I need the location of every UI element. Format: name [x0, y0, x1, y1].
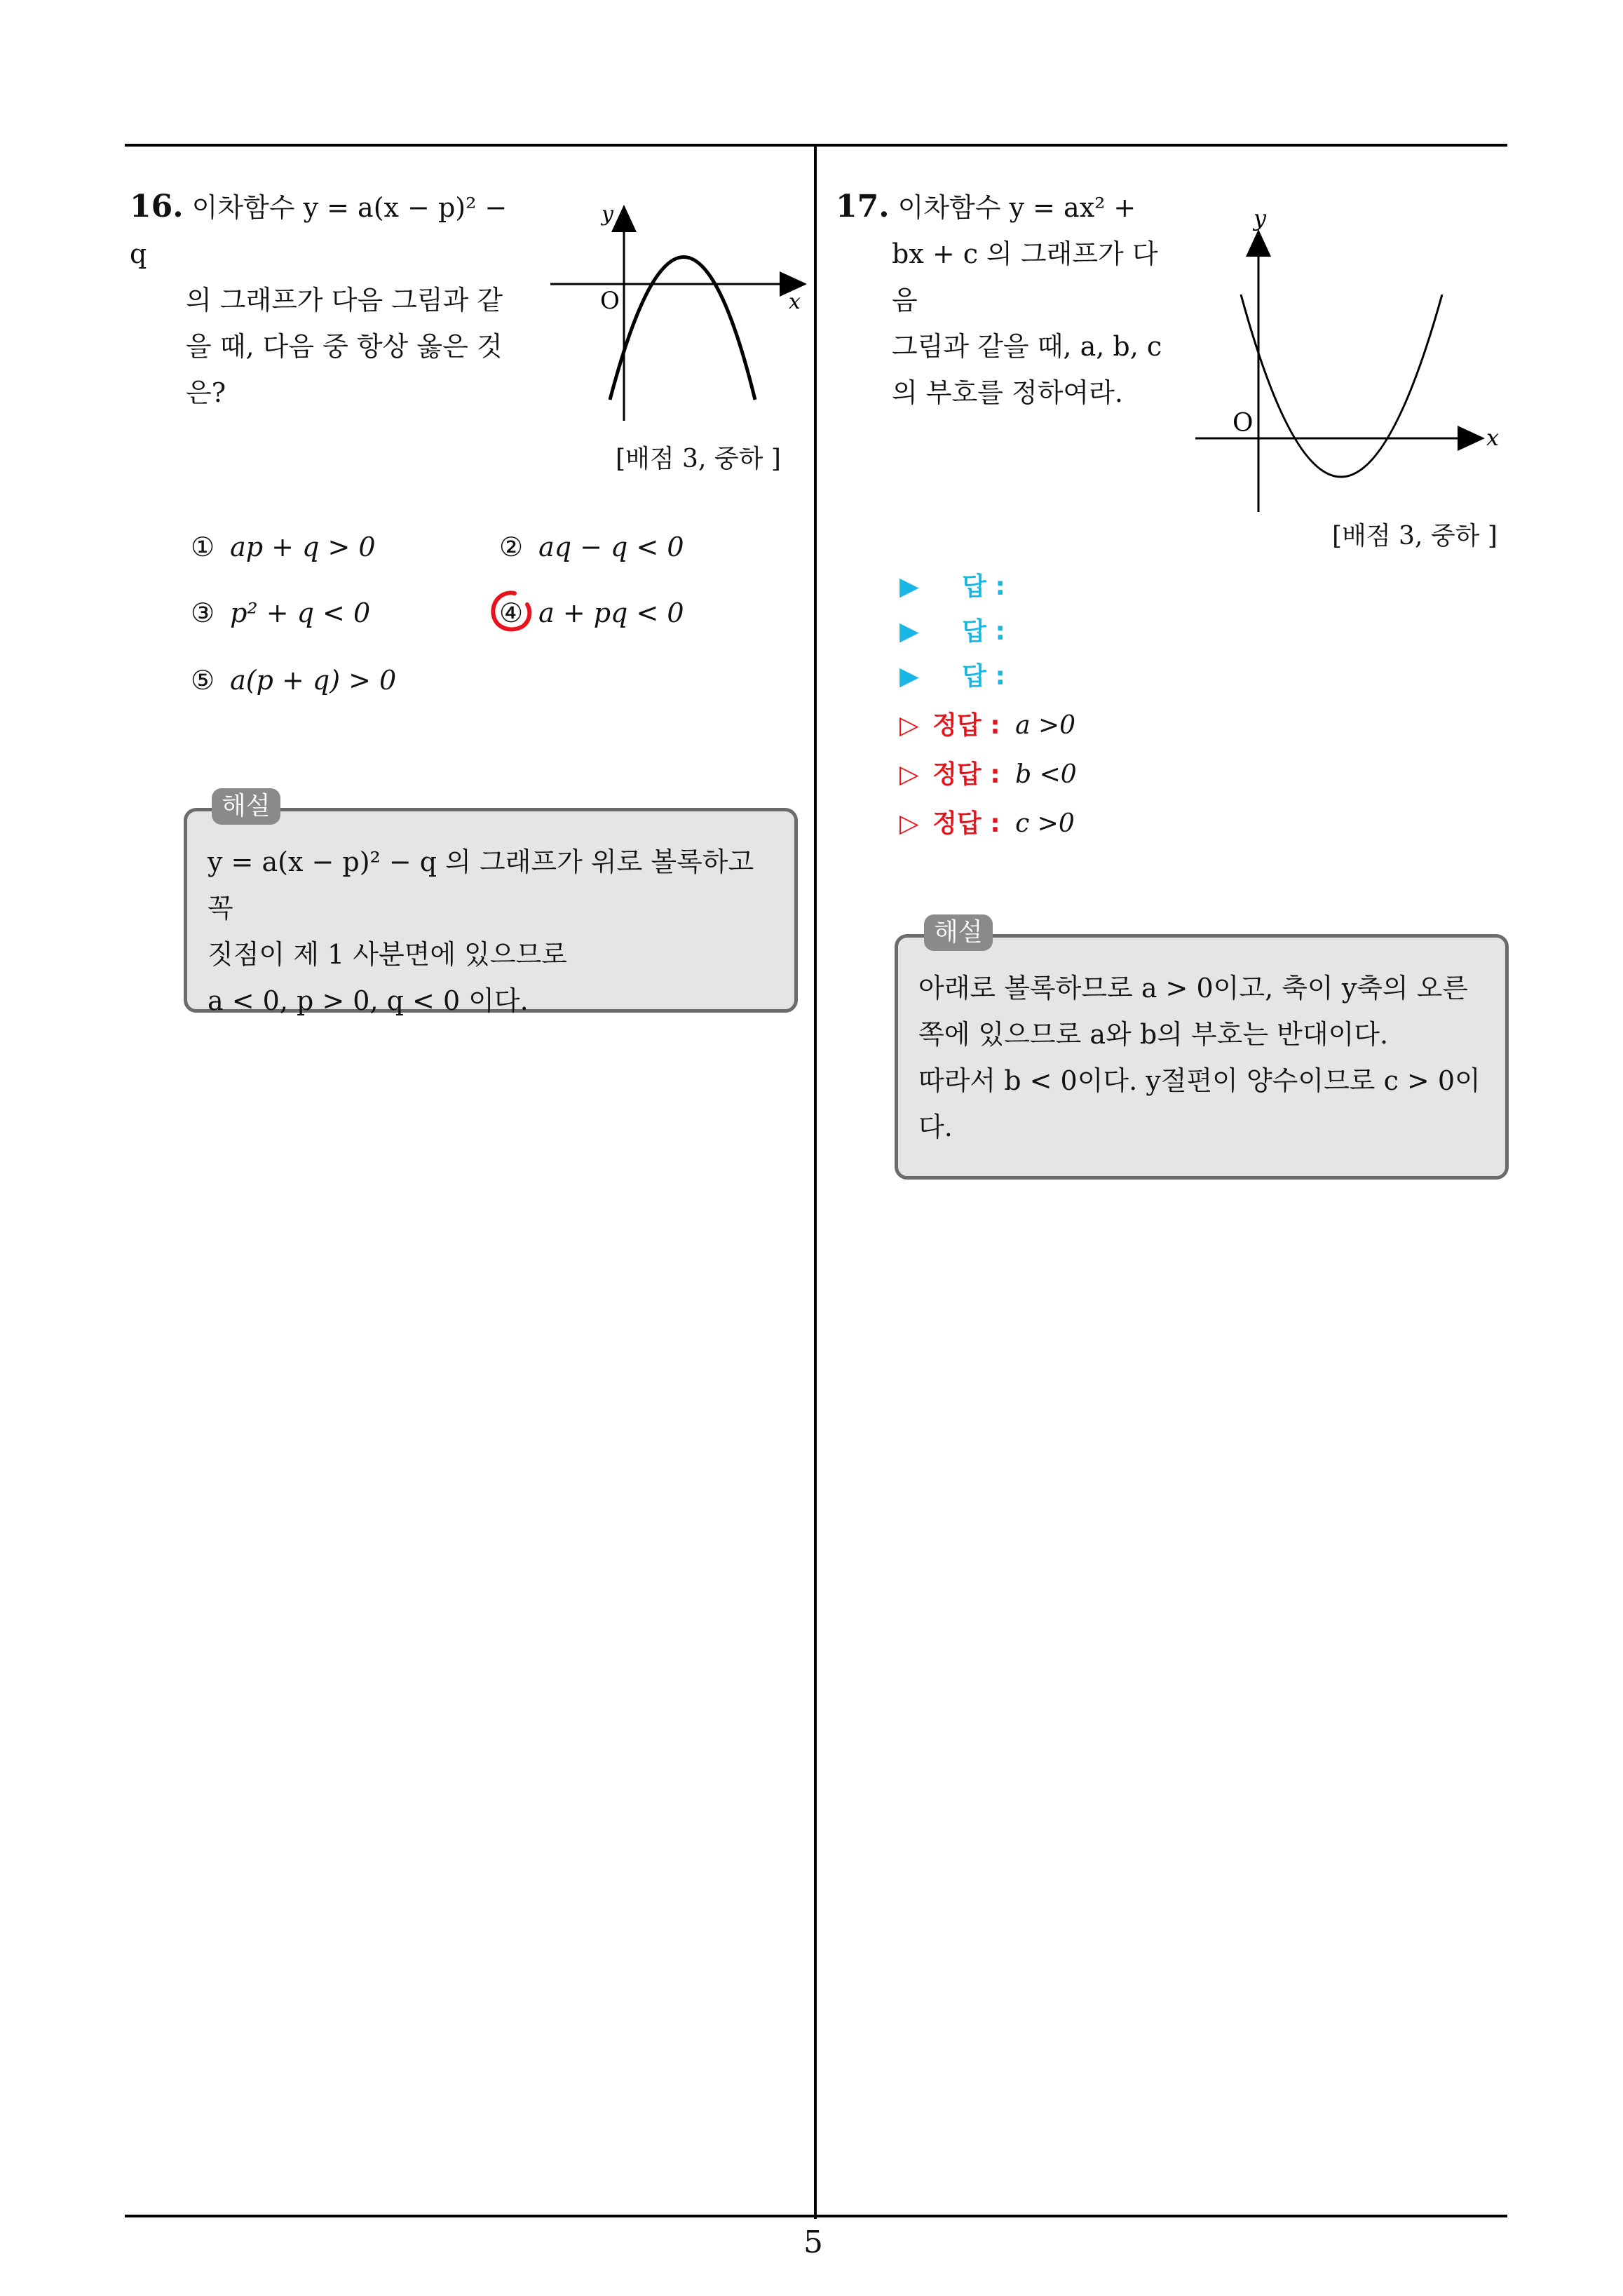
answer-row-2[interactable]: [899, 612, 1005, 647]
q16-block: [130, 184, 522, 416]
correct-answer-value: c >0: [1015, 809, 1075, 838]
q16-line-2: 의 그래프가 다음 그림과 같: [186, 285, 503, 316]
explanation-line: y = a(x − p)² − q 의 그래프가 위로 볼록하고 꼭: [208, 846, 754, 924]
play-outline-icon: ▷: [899, 760, 919, 789]
q17-explanation-text: [918, 965, 1500, 1150]
q17-number: 17.: [836, 189, 890, 224]
correct-answer-value: a >0: [1015, 711, 1076, 740]
correct-answer-row-a: [899, 705, 1075, 741]
q16-line-4: 은?: [186, 377, 226, 408]
q16-explanation-text: [208, 839, 782, 1024]
column-divider: [814, 145, 817, 2219]
correct-answer-label: 정답 :: [932, 760, 1000, 789]
q17-block: [836, 184, 1179, 416]
answer-label: 답 :: [962, 572, 1005, 601]
answer-row-1[interactable]: [899, 567, 1005, 602]
q16-origin-label: O: [600, 287, 620, 315]
explanation-line: 따라서 b < 0이다. y절편이 양수이므로 c > 0이: [918, 1065, 1481, 1096]
q17-explanation-tag: 해설: [924, 914, 993, 951]
q16-score: [배점 3, 중하 ]: [616, 445, 781, 473]
q16-line-1: 이차함수 y = a(x − p)² − q: [130, 192, 508, 269]
correct-answer-label: 정답 :: [932, 809, 1000, 838]
explanation-line: 짓점이 제 1 사분면에 있으므로: [208, 939, 567, 970]
choice-expr: ap + q > 0: [230, 532, 376, 562]
q17-x-label: x: [1486, 424, 1500, 451]
correct-answer-value: b <0: [1015, 760, 1077, 789]
q16-graph: [540, 196, 806, 428]
choice-expr: a + pq < 0: [538, 597, 684, 628]
play-outline-icon: ▷: [899, 711, 919, 740]
q16-line-3: 을 때, 다음 중 항상 옳은 것: [186, 331, 503, 362]
choice-marker: ⑤: [191, 665, 215, 696]
q16-choice-1[interactable]: [191, 532, 376, 562]
q17-line-2: bx + c 의 그래프가 다음: [892, 238, 1158, 316]
explanation-line: 아래로 볼록하므로 a > 0이고, 축이 y축의 오른: [918, 973, 1469, 1004]
q17-line-4: 의 부호를 정하여라.: [892, 377, 1123, 408]
q16-choice-3[interactable]: [191, 597, 370, 628]
play-outline-icon: ▷: [899, 809, 919, 838]
choice-expr: p² + q < 0: [230, 597, 371, 628]
correct-answer-row-b: [899, 755, 1077, 790]
correct-answer-label: 정답 :: [932, 711, 1000, 740]
play-icon: ▶: [899, 662, 919, 691]
q17-line-3: 그림과 같을 때, a, b, c: [892, 331, 1162, 362]
q16-choice-2[interactable]: [499, 532, 684, 562]
q17-line-1: 이차함수 y = ax² +: [897, 192, 1136, 223]
q16-x-label: x: [789, 290, 801, 314]
q17-y-label: y: [1254, 205, 1267, 231]
q16-choice-5[interactable]: [191, 665, 396, 696]
page-number: 5: [803, 2224, 823, 2260]
explanation-line: 쪽에 있으므로 a와 b의 부호는 반대이다.: [918, 1019, 1389, 1050]
choice-marker: ④: [499, 597, 524, 628]
choice-marker: ①: [191, 532, 215, 562]
explanation-line: a < 0, p > 0, q < 0 이다.: [208, 985, 529, 1016]
q16-parabola: [610, 257, 755, 400]
correct-answer-row-c: [899, 804, 1075, 839]
answer-label: 답 :: [962, 662, 1005, 691]
q17-parabola: [1241, 295, 1442, 477]
q17-origin-label: O: [1232, 409, 1254, 438]
q17-graph: [1185, 203, 1507, 519]
explanation-line: 다.: [918, 1112, 953, 1142]
selected-circle-mark: [487, 588, 536, 637]
play-icon: ▶: [899, 617, 919, 646]
choice-expr: a(p + q) > 0: [230, 665, 397, 696]
q16-number: 16.: [130, 189, 184, 224]
q17-score: [배점 3, 중하 ]: [1332, 522, 1498, 551]
q16-explanation-tag: 해설: [212, 788, 280, 825]
choice-expr: aq − q < 0: [538, 532, 684, 562]
q16-y-label: y: [602, 202, 613, 227]
answer-label: 답 :: [962, 617, 1005, 646]
answer-row-3[interactable]: [899, 656, 1005, 692]
choice-marker: ②: [499, 532, 524, 562]
bottom-rule: [125, 2215, 1507, 2217]
choice-marker: ③: [191, 597, 215, 628]
play-icon: ▶: [899, 572, 919, 601]
